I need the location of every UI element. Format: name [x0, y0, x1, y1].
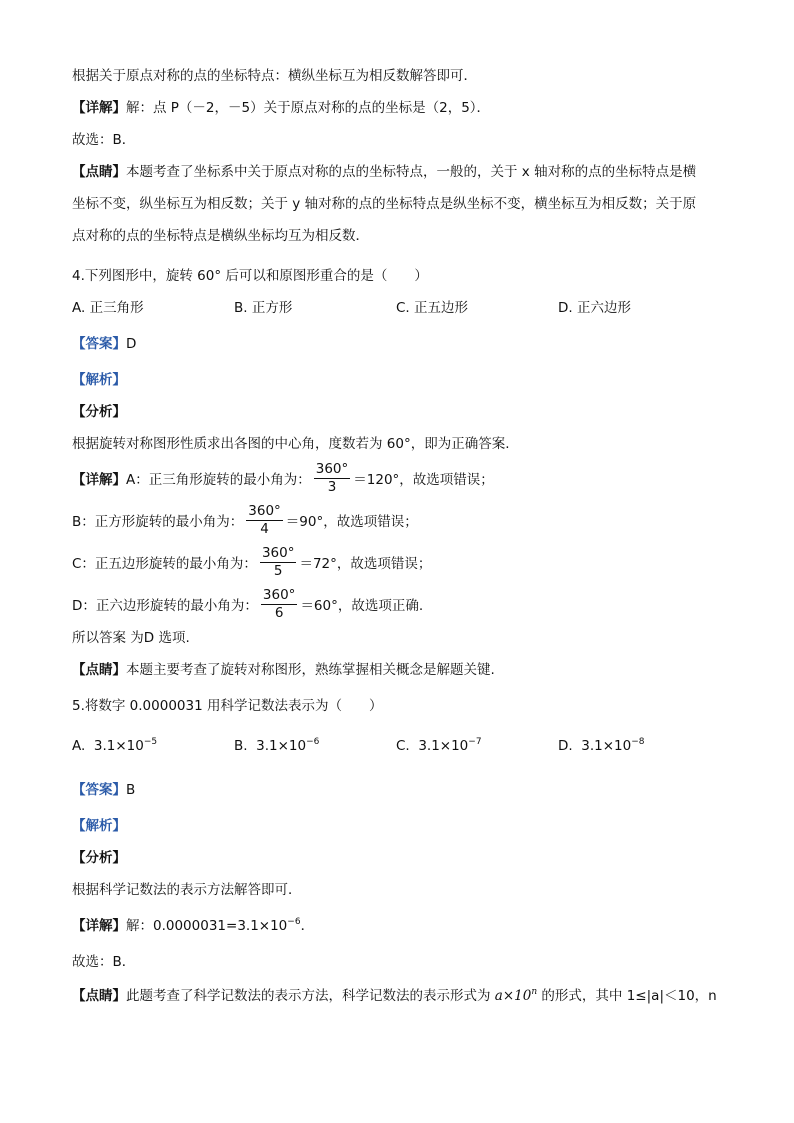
q4-option-a: A. 正三角形 — [72, 300, 144, 316]
answer-tag: 【答案】 — [72, 336, 126, 352]
q5-fenxi: 根据科学记数法的表示方法解答即可． — [72, 882, 302, 898]
q4-detail-row-a: 【详解】 A：正三角形旋转的最小角为： $\frac{360^\circ}{3}$ ＝120°，故选项错误； — [72, 460, 494, 495]
detail-line: 【详解】解：点 P（－2，－5）关于原点对称的点的坐标是（2，5）． — [72, 100, 491, 116]
q5-option-b: B. $3.1\times 10^{-6}$ — [234, 737, 320, 754]
q4-conclusion: 所以答案 为D 选项. — [72, 630, 190, 646]
q5-option-a: A. $3.1\times 10^{-5}$ — [72, 737, 158, 754]
q5-choose: 故选：B． — [72, 954, 136, 970]
q4-fenxi: 根据旋转对称图形性质求出各图的中心角，度数若为 60°，即为正确答案. — [72, 436, 510, 452]
detail-tag: 【详解】 — [72, 918, 126, 934]
q5-option-c: C. $3.1\times 10^{-7}$ — [396, 737, 482, 754]
q4-answer: 【答案】D — [72, 336, 137, 352]
comment-tag: 【点睛】 — [72, 662, 126, 678]
choice-line: 故选：B． — [72, 132, 136, 148]
fraction: $\frac{360^\circ}{5}$ — [261, 544, 295, 579]
question-5-stem: 5.将数字 0.0000031 用科学记数法表示为（ ） — [72, 698, 383, 714]
text-line: 点对称的点的坐标特点是横纵坐标均互为相反数． — [72, 228, 369, 244]
detail-tag: 【详解】 — [72, 472, 126, 488]
comment-line: 【点睛】本题考查了坐标系中关于原点对称的点的坐标特点，一般的，关于 x 轴对称的点的坐标特点是横 — [72, 164, 697, 180]
fraction: $\frac{360^\circ}{3}$ — [315, 460, 349, 495]
text-line: 根据关于原点对称的点的坐标特点：横纵坐标互为相反数解答即可． — [72, 68, 477, 84]
q5-detail: 【详解】解：$0.0000031=3.1\times 10^{-6}$． — [72, 917, 315, 934]
q5-comment: 【点睛】此题考查了科学记数法的表示方法，科学记数法的表示形式为 $a\times 10^n$ 的形式，其中 1≤|a|＜10，n — [72, 987, 717, 1004]
q4-option-d: D. 正六边形 — [558, 300, 631, 316]
fraction: $\frac{360^\circ}{6}$ — [262, 586, 296, 621]
comment-tag: 【点睛】 — [72, 164, 126, 180]
q5-option-d: D. $3.1\times 10^{-8}$ — [558, 737, 645, 754]
q4-detail-row-d: D：正六边形旋转的最小角为： $\frac{360^\circ}{6}$ ＝60°，故选项正确. — [72, 586, 424, 621]
question-4-stem: 4.下列图形中，旋转 60° 后可以和原图形重合的是（ ） — [72, 268, 428, 284]
detail-tag: 【详解】 — [72, 100, 126, 116]
fraction: $\frac{360^\circ}{4}$ — [248, 502, 281, 537]
q4-analysis-tag: 【解析】 — [72, 372, 126, 388]
q5-answer: 【答案】B — [72, 782, 136, 798]
q5-analysis-tag: 【解析】 — [72, 818, 126, 834]
q4-fenxi-tag: 【分析】 — [72, 404, 126, 420]
q4-option-c: C. 正五边形 — [396, 300, 469, 316]
q4-comment: 【点睛】本题主要考查了旋转对称图形，熟练掌握相关概念是解题关键. — [72, 662, 495, 678]
answer-tag: 【答案】 — [72, 782, 126, 798]
q4-option-b: B. 正方形 — [234, 300, 293, 316]
text-line: 坐标不变，纵坐标互为相反数；关于 y 轴对称的点的坐标特点是纵坐标不变，横坐标互为相反数；关于原 — [72, 196, 697, 212]
q5-fenxi-tag: 【分析】 — [72, 850, 126, 866]
comment-tag: 【点睛】 — [72, 988, 126, 1004]
q4-detail-row-b: B：正方形旋转的最小角为： $\frac{360^\circ}{4}$ ＝90°，故选项错误； — [72, 502, 418, 537]
q4-detail-row-c: C：正五边形旋转的最小角为： $\frac{360^\circ}{5}$ ＝72°，故选项错误； — [72, 544, 432, 579]
